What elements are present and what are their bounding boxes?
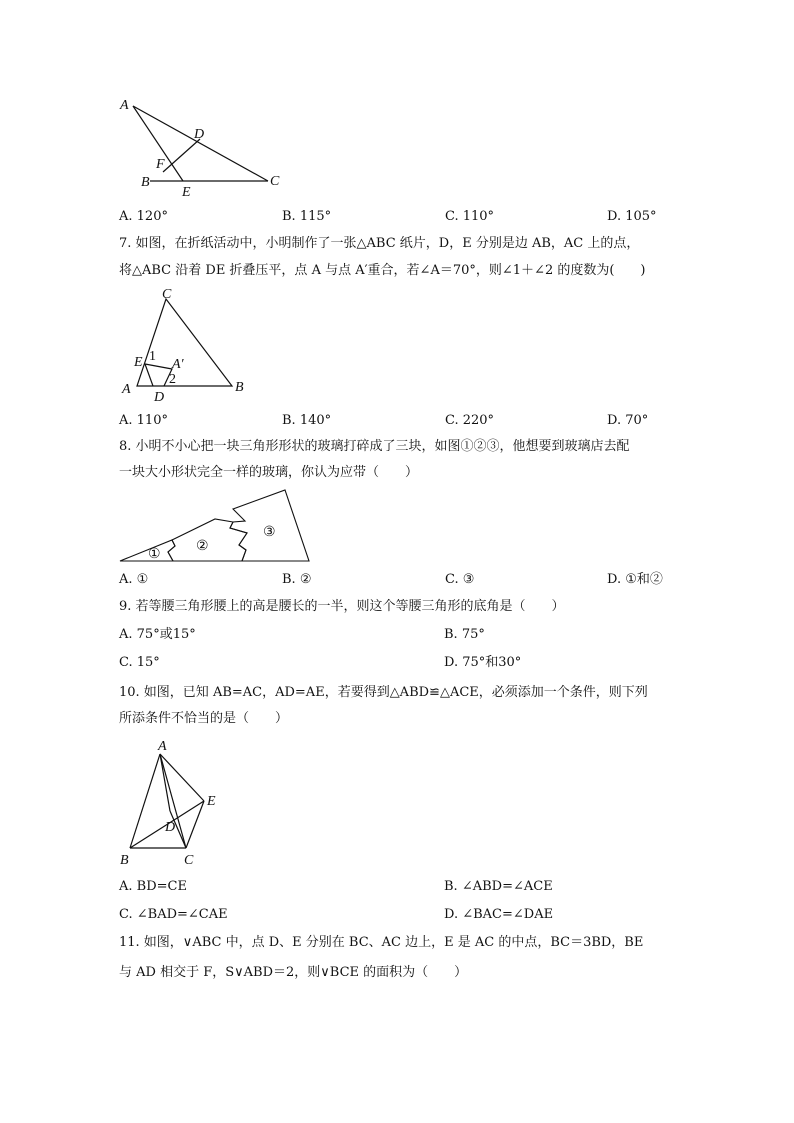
q8-option-d: D. ①和② xyxy=(607,572,663,587)
q7-option-b: B. 140° xyxy=(282,413,332,428)
q8-piece-2-label: ② xyxy=(196,539,209,554)
q7-label-e: E xyxy=(134,355,143,370)
q7-option-d: D. 70° xyxy=(607,413,649,428)
q7-question-line-1: 7. 如图，在折纸活动中，小明制作了一张△ABC 纸片，D，E 分别是边 AB，AC 上的点， xyxy=(119,236,640,251)
q8-question-line-2: 一块大小形状完全一样的玻璃，你认为应带（ ） xyxy=(119,465,419,480)
q7-label-a: A xyxy=(122,382,131,397)
q6-option-d: D. 105° xyxy=(607,209,657,224)
q8-question-line-1: 8. 小明不小心把一块三角形形状的玻璃打碎成了三块，如图①②③，他想要到玻璃店去配 xyxy=(119,439,630,454)
q8-piece-1-label: ① xyxy=(148,547,161,562)
q9-option-d: D. 75°和30° xyxy=(444,655,522,670)
q11-question-line-1: 11. 如图，∨ABC 中，点 D、E 分别在 BC、AC 边上，E 是 AC 的中点，BC＝3BD，BE xyxy=(119,935,644,950)
q9-option-b: B. 75° xyxy=(444,627,485,642)
q10-option-a: A. BD=CE xyxy=(119,879,187,894)
q7-option-a: A. 110° xyxy=(119,413,168,428)
q7-folded-triangle-figure xyxy=(112,285,262,405)
q6-option-b: B. 115° xyxy=(282,209,332,224)
q7-label-d: D xyxy=(154,390,165,405)
q10-question-line-2: 所添条件不恰当的是（ ） xyxy=(119,711,289,726)
q7-label-c: C xyxy=(162,287,172,302)
q9-option-c: C. 15° xyxy=(119,655,160,670)
q6-option-c: C. 110° xyxy=(445,209,495,224)
q7-question-line-2: 将△ABC 沿着 DE 折叠压平，点 A 与点 A′重合，若∠A＝70°，则∠1＋∠2 的度数为( ) xyxy=(119,263,646,278)
q10-option-b: B. ∠ABD=∠ACE xyxy=(444,879,553,894)
q6-label-a: A xyxy=(120,98,129,113)
q6-option-a: A. 120° xyxy=(119,209,168,224)
q7-label-b: B xyxy=(235,380,244,395)
q7-label-a-prime: A′ xyxy=(172,357,184,372)
q9-option-a: A. 75°或15° xyxy=(119,627,196,642)
q7-label-1: 1 xyxy=(149,349,156,364)
q10-label-b: B xyxy=(120,853,129,868)
q6-triangle-figure xyxy=(110,92,300,202)
q8-option-b: B. ② xyxy=(282,572,312,587)
q7-label-2: 2 xyxy=(169,372,176,387)
q10-label-d: D xyxy=(165,820,176,835)
q6-label-f: F xyxy=(156,157,165,172)
q6-label-c: C xyxy=(270,174,280,189)
q9-question-line-1: 9. 若等腰三角形腰上的高是腰长的一半，则这个等腰三角形的底角是（ ） xyxy=(119,599,565,614)
q10-option-c: C. ∠BAD=∠CAE xyxy=(119,907,228,922)
q8-option-a: A. ① xyxy=(119,572,149,587)
q6-label-b: B xyxy=(141,175,150,190)
q10-label-e: E xyxy=(207,794,216,809)
q7-option-c: C. 220° xyxy=(445,413,495,428)
q6-label-d: D xyxy=(194,127,205,142)
q10-question-line-1: 10. 如图，已知 AB=AC，AD=AE，若要得到△ABD≌△ACE，必须添加一个条件，则下列 xyxy=(119,685,648,700)
q10-label-c: C xyxy=(184,853,194,868)
q6-label-e: E xyxy=(182,185,191,200)
q11-question-line-2: 与 AD 相交于 F，S∨ABD＝2，则∨BCE 的面积为（ ） xyxy=(119,965,468,980)
q10-option-d: D. ∠BAC=∠DAE xyxy=(444,907,554,922)
q8-piece-3-label: ③ xyxy=(263,525,276,540)
q10-label-a: A xyxy=(158,739,167,754)
q8-option-c: C. ③ xyxy=(445,572,475,587)
q8-broken-glass-figure xyxy=(115,488,315,568)
q10-triangles-figure xyxy=(112,733,232,869)
